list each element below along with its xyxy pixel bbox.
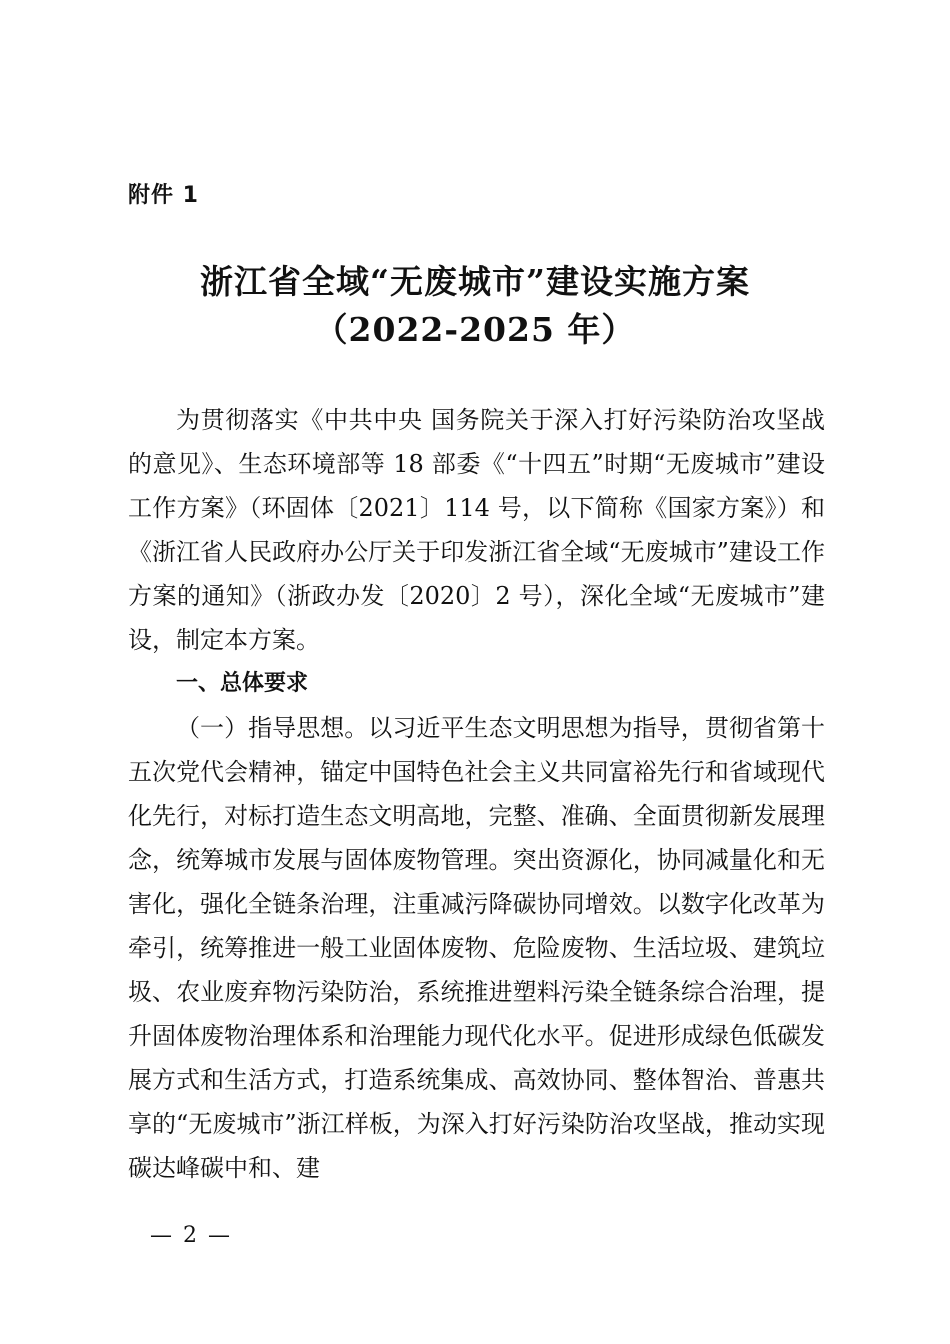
section-heading: 一、总体要求 xyxy=(176,671,309,696)
guiding-ideology-paragraph: （一）指导思想。以习近平生态文明思想为指导，贯彻省第十五次党代会精神，锚定中国特色社会主义共同富裕先行和省域现代化先行，对标打造生态文明高地，完整、准确、全面贯彻新发展理念，统筹城市发展与固体废物管理。突出资源化，协同减量化和无害化，强化全链条治理，注重减污降碳协同增效。以数字化改革为牵引，统筹推进一般工业固体废物、危险废物、生活垃圾、建筑垃圾、农业废弃物污染防治，系统推进塑料污染全链条综合治理，提升固体废物治理体系和治理能力现代化水平。促进形成绿色低碳发展方式和生活方式，打造系统集成、高效协同、整体智治、普惠共享的“无废城市”浙江样板，为深入打好污染防治攻坚战，推动实现碳达峰碳中和、建 xyxy=(128,714,825,1182)
document-body xyxy=(128,398,825,1190)
document-subtitle: （2022-2025 年） xyxy=(314,310,636,349)
document-title: 浙江省全域“无废城市”建设实施方案 xyxy=(200,262,750,301)
intro-paragraph: 为贯彻落实《中共中央 国务院关于深入打好污染防治攻坚战的意见》、生态环境部等 18 部委《“十四五”时期“无废城市”建设工作方案》（环固体〔2021〕114 号，以下简称《国家方案》）和《浙江省人民政府办公厅关于印发浙江省全域“无废城市”建设工作方案的通知》（浙政办发〔2020〕2 号），深化全域“无废城市”建设，制定本方案。 xyxy=(128,406,825,654)
attachment-label: 附件 1 xyxy=(128,183,199,208)
page-number: — 2 — xyxy=(150,1223,232,1248)
